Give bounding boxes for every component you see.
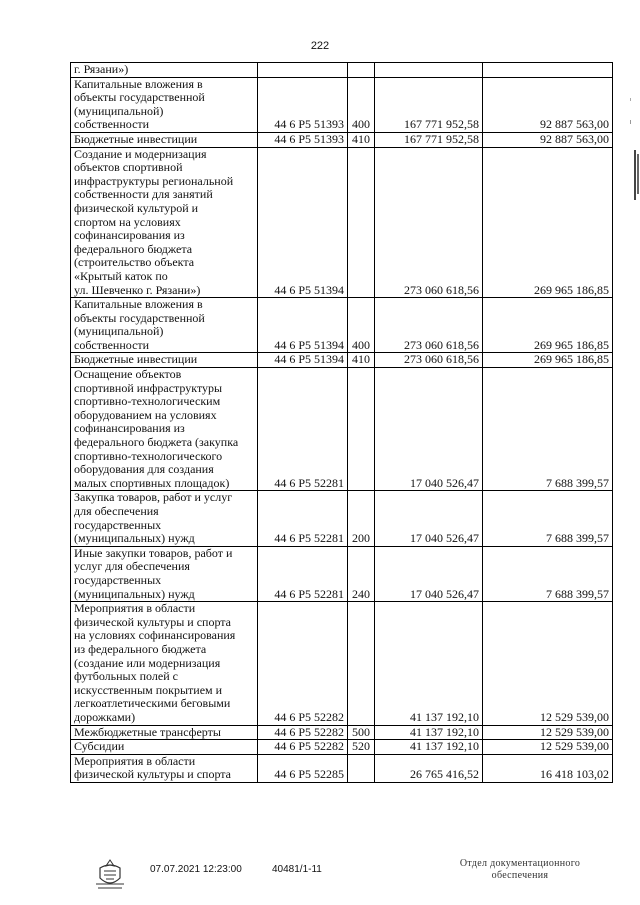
expense-type-code: 400	[348, 298, 375, 353]
row-name: Закупка товаров, работ и услуг для обеспечения государственных (муниципальных) нужд	[71, 491, 258, 546]
expense-type-code: 200	[348, 491, 375, 546]
expense-type-code	[348, 368, 375, 491]
department-stamp	[440, 858, 600, 882]
row-name: Мероприятия в области физической культуры и спорта	[71, 754, 258, 782]
expense-type-code: 500	[348, 725, 375, 740]
amount-approved: 17 040 526,47	[375, 491, 483, 546]
amount-executed: 92 887 563,00	[483, 77, 613, 132]
expense-type-code: 520	[348, 740, 375, 755]
amount-approved: 17 040 526,47	[375, 368, 483, 491]
amount-executed: 7 688 399,57	[483, 491, 613, 546]
amount-approved: 26 765 416,52	[375, 754, 483, 782]
amount-executed: 7 688 399,57	[483, 546, 613, 601]
table-row	[71, 147, 613, 298]
target-article-code: 44 6 Р5 52282	[258, 740, 348, 755]
target-article-code: 44 6 Р5 51393	[258, 132, 348, 147]
amount-approved: 167 771 952,58	[375, 132, 483, 147]
page-number: 222	[310, 40, 330, 52]
table-row	[71, 602, 613, 725]
table-row	[71, 298, 613, 353]
table-row	[71, 546, 613, 601]
amount-approved: 273 060 618,56	[375, 147, 483, 298]
expense-type-code	[348, 602, 375, 725]
amount-executed: 92 887 563,00	[483, 132, 613, 147]
footer-reg-number: 40481/1-11	[272, 864, 322, 875]
row-name: Субсидии	[71, 740, 258, 755]
amount-approved: 41 137 192,10	[375, 725, 483, 740]
table-row	[71, 725, 613, 740]
table-row	[71, 353, 613, 368]
target-article-code: 44 6 Р5 52281	[258, 546, 348, 601]
amount-executed: 12 529 539,00	[483, 740, 613, 755]
expense-type-code	[348, 147, 375, 298]
footer-date: 07.07.2021 12:23:00	[150, 864, 242, 875]
table-row	[71, 63, 613, 78]
row-name: Капитальные вложения в объекты государственной (муниципальной) собственности	[71, 77, 258, 132]
expense-type-code: 410	[348, 132, 375, 147]
row-name: Создание и модернизация объектов спортивной инфраструктуры региональной собственности для занятий физической культурой и спортом на условиях софинансирования из федерального бюджета (строительство объекта «Крытый каток по ул. Шевченко г. Рязани»)	[71, 147, 258, 298]
expense-type-code	[348, 63, 375, 78]
table-row	[71, 740, 613, 755]
row-name: Мероприятия в области физической культуры и спорта на условиях софинансирования из федерального бюджета (создание или модернизация футбольных полей с искусственным покрытием и легкоатлетическими беговыми дорожками)	[71, 602, 258, 725]
row-name: Бюджетные инвестиции	[71, 353, 258, 368]
expense-type-code: 240	[348, 546, 375, 601]
stamp-text: Отдел документационного обеспечения	[459, 858, 581, 881]
amount-executed: 7 688 399,57	[483, 368, 613, 491]
amount-executed: 12 529 539,00	[483, 602, 613, 725]
budget-table	[70, 62, 613, 783]
amount-executed	[483, 63, 613, 78]
target-article-code: 44 6 Р5 51394	[258, 298, 348, 353]
table-row	[71, 491, 613, 546]
expense-type-code: 410	[348, 353, 375, 368]
row-name: Межбюджетные трансферты	[71, 725, 258, 740]
amount-executed: 12 529 539,00	[483, 725, 613, 740]
amount-approved: 41 137 192,10	[375, 740, 483, 755]
table-row	[71, 754, 613, 782]
table-row	[71, 132, 613, 147]
row-name: Оснащение объектов спортивной инфраструктуры спортивно-технологическим оборудованием на условиях софинансирования из федерального бюджета (закупка спортивно-технологического оборудования для создания малых спортивных площадок)	[71, 368, 258, 491]
expense-type-code	[348, 754, 375, 782]
amount-approved: 17 040 526,47	[375, 546, 483, 601]
amount-approved: 273 060 618,56	[375, 298, 483, 353]
target-article-code: 44 6 Р5 51394	[258, 353, 348, 368]
target-article-code	[258, 63, 348, 78]
margin-scan-marks	[624, 90, 640, 220]
target-article-code: 44 6 Р5 52285	[258, 754, 348, 782]
target-article-code: 44 6 Р5 52282	[258, 602, 348, 725]
expense-type-code: 400	[348, 77, 375, 132]
amount-executed: 16 418 103,02	[483, 754, 613, 782]
row-name: г. Рязани»)	[71, 63, 258, 78]
amount-approved: 41 137 192,10	[375, 602, 483, 725]
amount-executed: 269 965 186,85	[483, 298, 613, 353]
target-article-code: 44 6 Р5 51393	[258, 77, 348, 132]
target-article-code: 44 6 Р5 52282	[258, 725, 348, 740]
row-name: Иные закупки товаров, работ и услуг для обеспечения государственных (муниципальных) нужд	[71, 546, 258, 601]
amount-executed: 269 965 186,85	[483, 147, 613, 298]
table-row	[71, 368, 613, 491]
amount-executed: 269 965 186,85	[483, 353, 613, 368]
target-article-code: 44 6 Р5 52281	[258, 368, 348, 491]
coat-of-arms-icon	[92, 858, 128, 895]
row-name: Капитальные вложения в объекты государственной (муниципальной) собственности	[71, 298, 258, 353]
table-row	[71, 77, 613, 132]
amount-approved	[375, 63, 483, 78]
row-name: Бюджетные инвестиции	[71, 132, 258, 147]
amount-approved: 167 771 952,58	[375, 77, 483, 132]
target-article-code: 44 6 Р5 51394	[258, 147, 348, 298]
amount-approved: 273 060 618,56	[375, 353, 483, 368]
target-article-code: 44 6 Р5 52281	[258, 491, 348, 546]
document-footer	[0, 858, 640, 898]
